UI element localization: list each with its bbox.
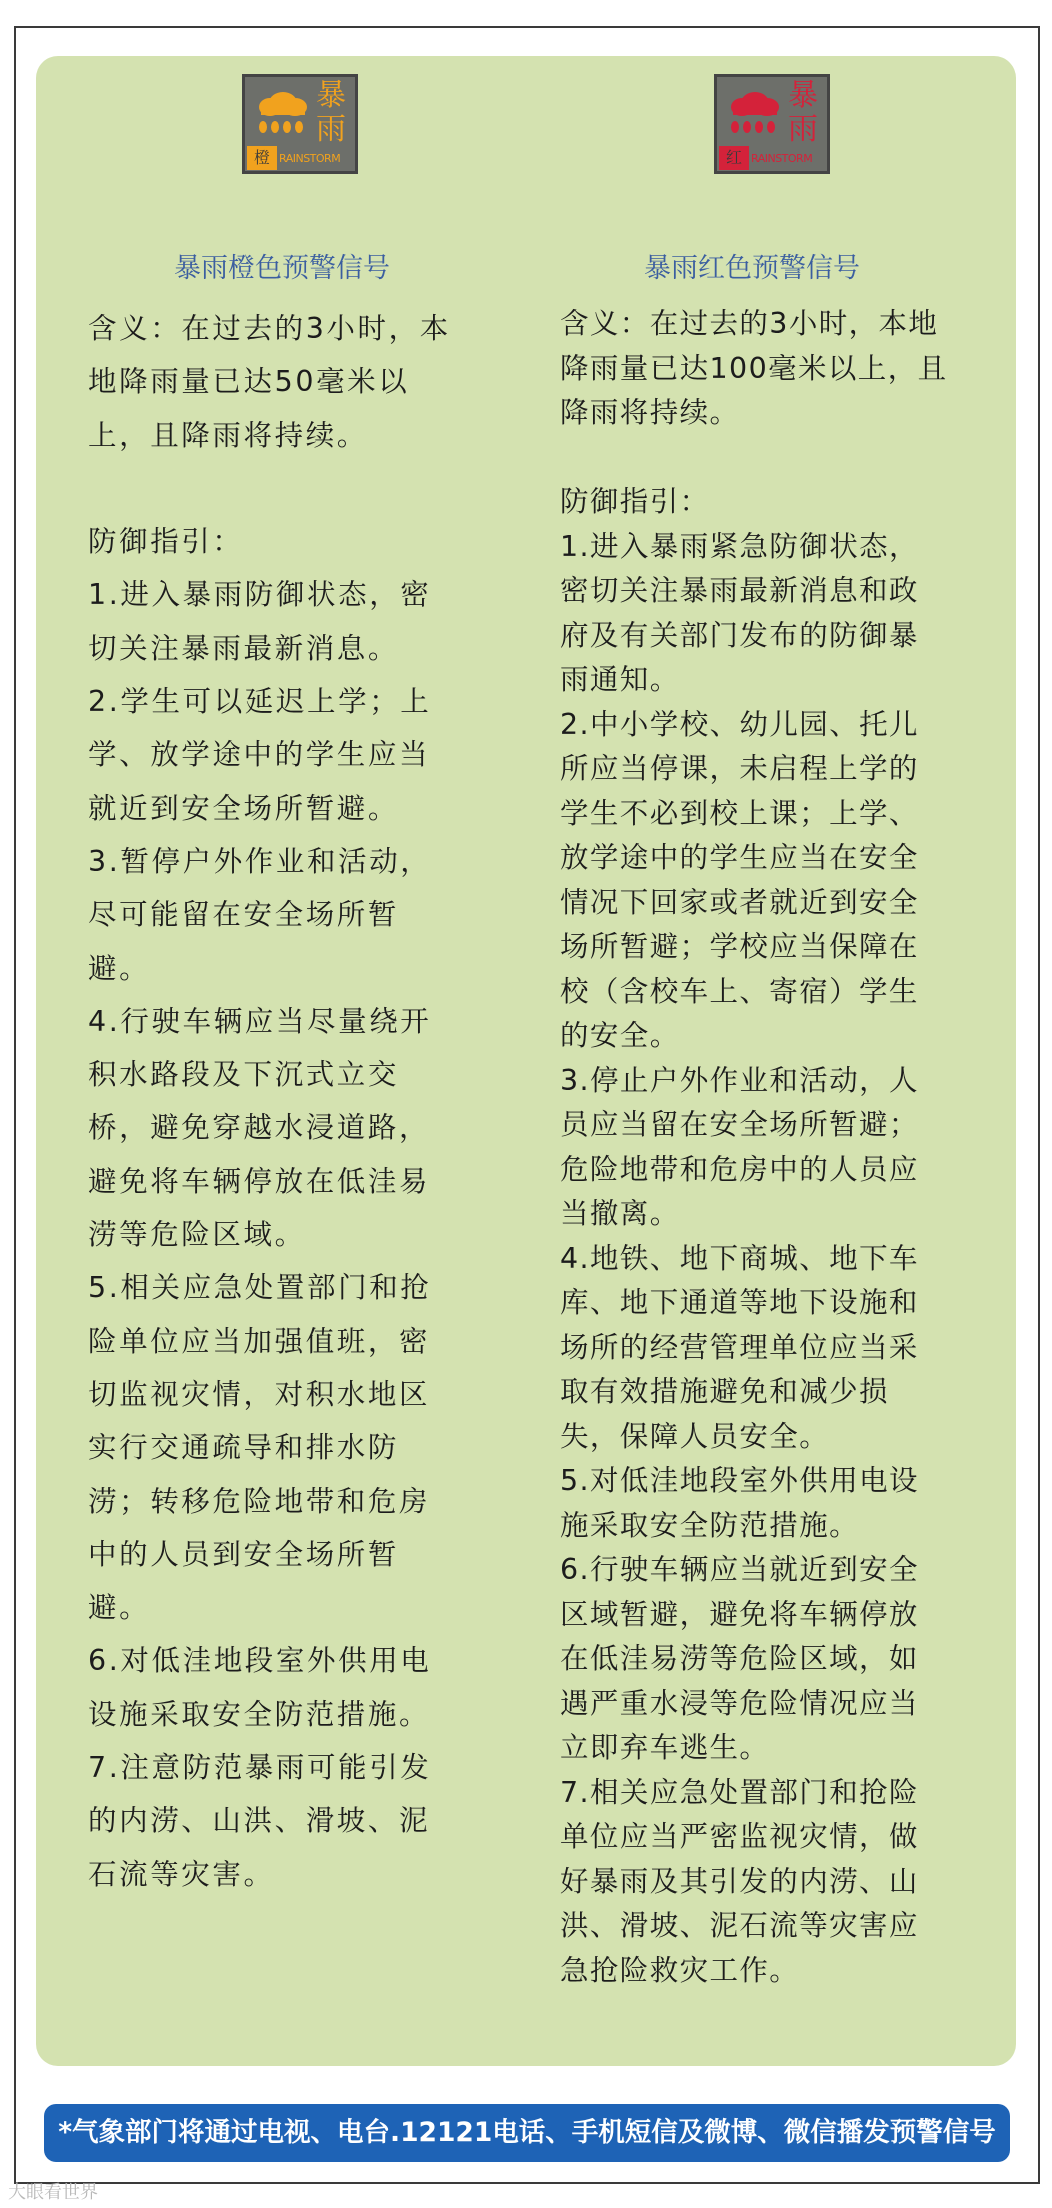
guidance-line: 当撤离。	[560, 1197, 680, 1230]
guidance-line: 单位应当严密监视灾情，做	[560, 1820, 919, 1853]
guidance-line: 所应当停课，未启程上学的	[560, 752, 919, 785]
guidance-line: 遇严重水浸等危险情况应当	[560, 1686, 919, 1720]
guidance-line: 积水路段及下沉式立交	[88, 1058, 400, 1092]
orange-signal-title: 暴雨橙色预警信号	[174, 253, 390, 284]
guidance-line: 6.对低洼地段室外供用电	[88, 1644, 432, 1678]
guidance-line: 学、放学途中的学生应当	[88, 738, 431, 772]
icon-en-label: RAINSTORM	[279, 151, 341, 165]
guidance-line: 5.对低洼地段室外供用电设	[560, 1464, 919, 1497]
guidance-line: 尽可能留在安全场所暂	[88, 898, 400, 932]
red-guidance-text	[560, 302, 948, 1993]
cloud-rain-icon	[253, 85, 311, 141]
guidance-line: 密切关注暴雨最新消息和政	[560, 574, 919, 607]
guidance-line: 3.停止户外作业和活动，人	[560, 1063, 919, 1097]
guidance-line: 防御指引：	[88, 525, 244, 559]
guidance-line: 危险地带和危房中的人员应	[560, 1152, 919, 1186]
red-signal-title: 暴雨红色预警信号	[644, 253, 860, 284]
guidance-line: 区域暂避，避免将车辆停放	[560, 1597, 919, 1631]
guidance-line: 立即弃车逃生。	[560, 1731, 770, 1764]
guidance-line: 4.行驶车辆应当尽量绕开	[88, 1004, 432, 1038]
guidance-line: 降雨量已达100毫米以上，且	[560, 351, 948, 385]
guidance-line: 在低洼易涝等危险区域，如	[560, 1642, 919, 1675]
icon-big-chars: 暴 雨	[788, 78, 818, 147]
guidance-line: 2.中小学校、幼儿园、托儿	[560, 707, 919, 741]
icon-color-char: 红	[719, 146, 749, 170]
guidance-line: 府及有关部门发布的防御暴	[560, 618, 919, 652]
rainstorm-orange-icon	[242, 74, 358, 174]
orange-guidance-text	[88, 302, 451, 1901]
guidance-line: 7.注意防范暴雨可能引发	[88, 1751, 432, 1785]
guidance-line: 取有效措施避免和减少损	[560, 1375, 889, 1408]
guidance-line: 避免将车辆停放在低洼易	[88, 1164, 431, 1198]
guidance-line: 涝；转移危险地带和危房	[88, 1484, 431, 1518]
cloud-rain-icon	[725, 85, 783, 141]
guidance-line: 的内涝、山洪、滑坡、泥	[88, 1804, 431, 1838]
broadcast-banner: *气象部门将通过电视、电台.12121电话、手机短信及微博、微信播发预警信号	[44, 2104, 1010, 2162]
guidance-line: 就近到安全场所暂避。	[88, 791, 400, 825]
guidance-line: 桥，避免穿越水浸道路，	[88, 1111, 431, 1145]
guidance-line: 校（含校车上、寄宿）学生	[560, 974, 919, 1008]
guidance-line: 上，且降雨将持续。	[88, 418, 368, 452]
guidance-line: 员应当留在安全场所暂避；	[560, 1108, 919, 1141]
icon-big-chars: 暴 雨	[316, 78, 346, 147]
guidance-line: 防御指引：	[560, 485, 710, 518]
icon-en-label: RAINSTORM	[751, 151, 813, 165]
guidance-line: 设施采取安全防范措施。	[88, 1697, 431, 1731]
guidance-line: 施采取安全防范措施。	[560, 1508, 860, 1542]
rainstorm-red-icon	[714, 74, 830, 174]
icon-bottom-strip	[717, 145, 827, 171]
icon-color-char: 橙	[247, 146, 277, 170]
guidance-line: 涝等危险区域。	[88, 1218, 306, 1252]
guidance-line: 含义：在过去的3小时，本地	[560, 307, 939, 340]
guidance-line: 洪、滑坡、泥石流等灾害应	[560, 1909, 919, 1942]
guidance-line: 实行交通疏导和排水防	[88, 1431, 400, 1465]
guidance-line: 含义：在过去的3小时，本	[88, 312, 451, 345]
guidance-line: 1.进入暴雨防御状态，密	[88, 578, 432, 612]
guidance-line: 情况下回家或者就近到安全	[560, 885, 919, 919]
icon-bottom-strip	[245, 145, 355, 171]
guidance-line: 避。	[88, 951, 151, 985]
guidance-line: 库、地下通道等地下设施和	[560, 1286, 919, 1319]
guidance-line: 5.相关应急处置部门和抢	[88, 1271, 432, 1305]
guidance-line: 放学途中的学生应当在安全	[560, 841, 919, 874]
guidance-line: 切监视灾情，对积水地区	[88, 1377, 431, 1411]
guidance-line: 2.学生可以延迟上学；上	[88, 685, 432, 719]
guidance-line: 4.地铁、地下商城、地下车	[560, 1241, 919, 1275]
guidance-line: 场所的经营管理单位应当采	[560, 1330, 919, 1364]
guidance-line: 3.暂停户外作业和活动，	[88, 844, 432, 878]
guidance-line: 地降雨量已达50毫米以	[88, 365, 410, 399]
guidance-line: 学生不必到校上课；上学、	[560, 796, 919, 830]
guidance-line: 失，保障人员安全。	[560, 1419, 830, 1453]
guidance-line: 石流等灾害。	[88, 1857, 275, 1891]
watermark: 大眼看世界	[8, 2182, 98, 2203]
guidance-line: 切关注暴雨最新消息。	[88, 631, 400, 665]
guidance-line: 的安全。	[560, 1019, 680, 1052]
guidance-line: 好暴雨及其引发的内涝、山	[560, 1864, 919, 1898]
guidance-line: 场所暂避；学校应当保障在	[560, 930, 919, 963]
guidance-line: 中的人员到安全场所暂	[88, 1537, 400, 1571]
guidance-line: 7.相关应急处置部门和抢险	[560, 1775, 919, 1809]
guidance-line: 降雨将持续。	[560, 396, 740, 429]
guidance-line: 6.行驶车辆应当就近到安全	[560, 1553, 919, 1586]
guidance-line: 1.进入暴雨紧急防御状态，	[560, 529, 919, 563]
guidance-line: 雨通知。	[560, 663, 680, 696]
guidance-line	[88, 462, 451, 515]
guidance-line: 避。	[88, 1591, 151, 1625]
guidance-line	[560, 436, 948, 481]
guidance-line: 险单位应当加强值班，密	[88, 1324, 431, 1358]
guidance-line: 急抢险救灾工作。	[560, 1953, 800, 1987]
